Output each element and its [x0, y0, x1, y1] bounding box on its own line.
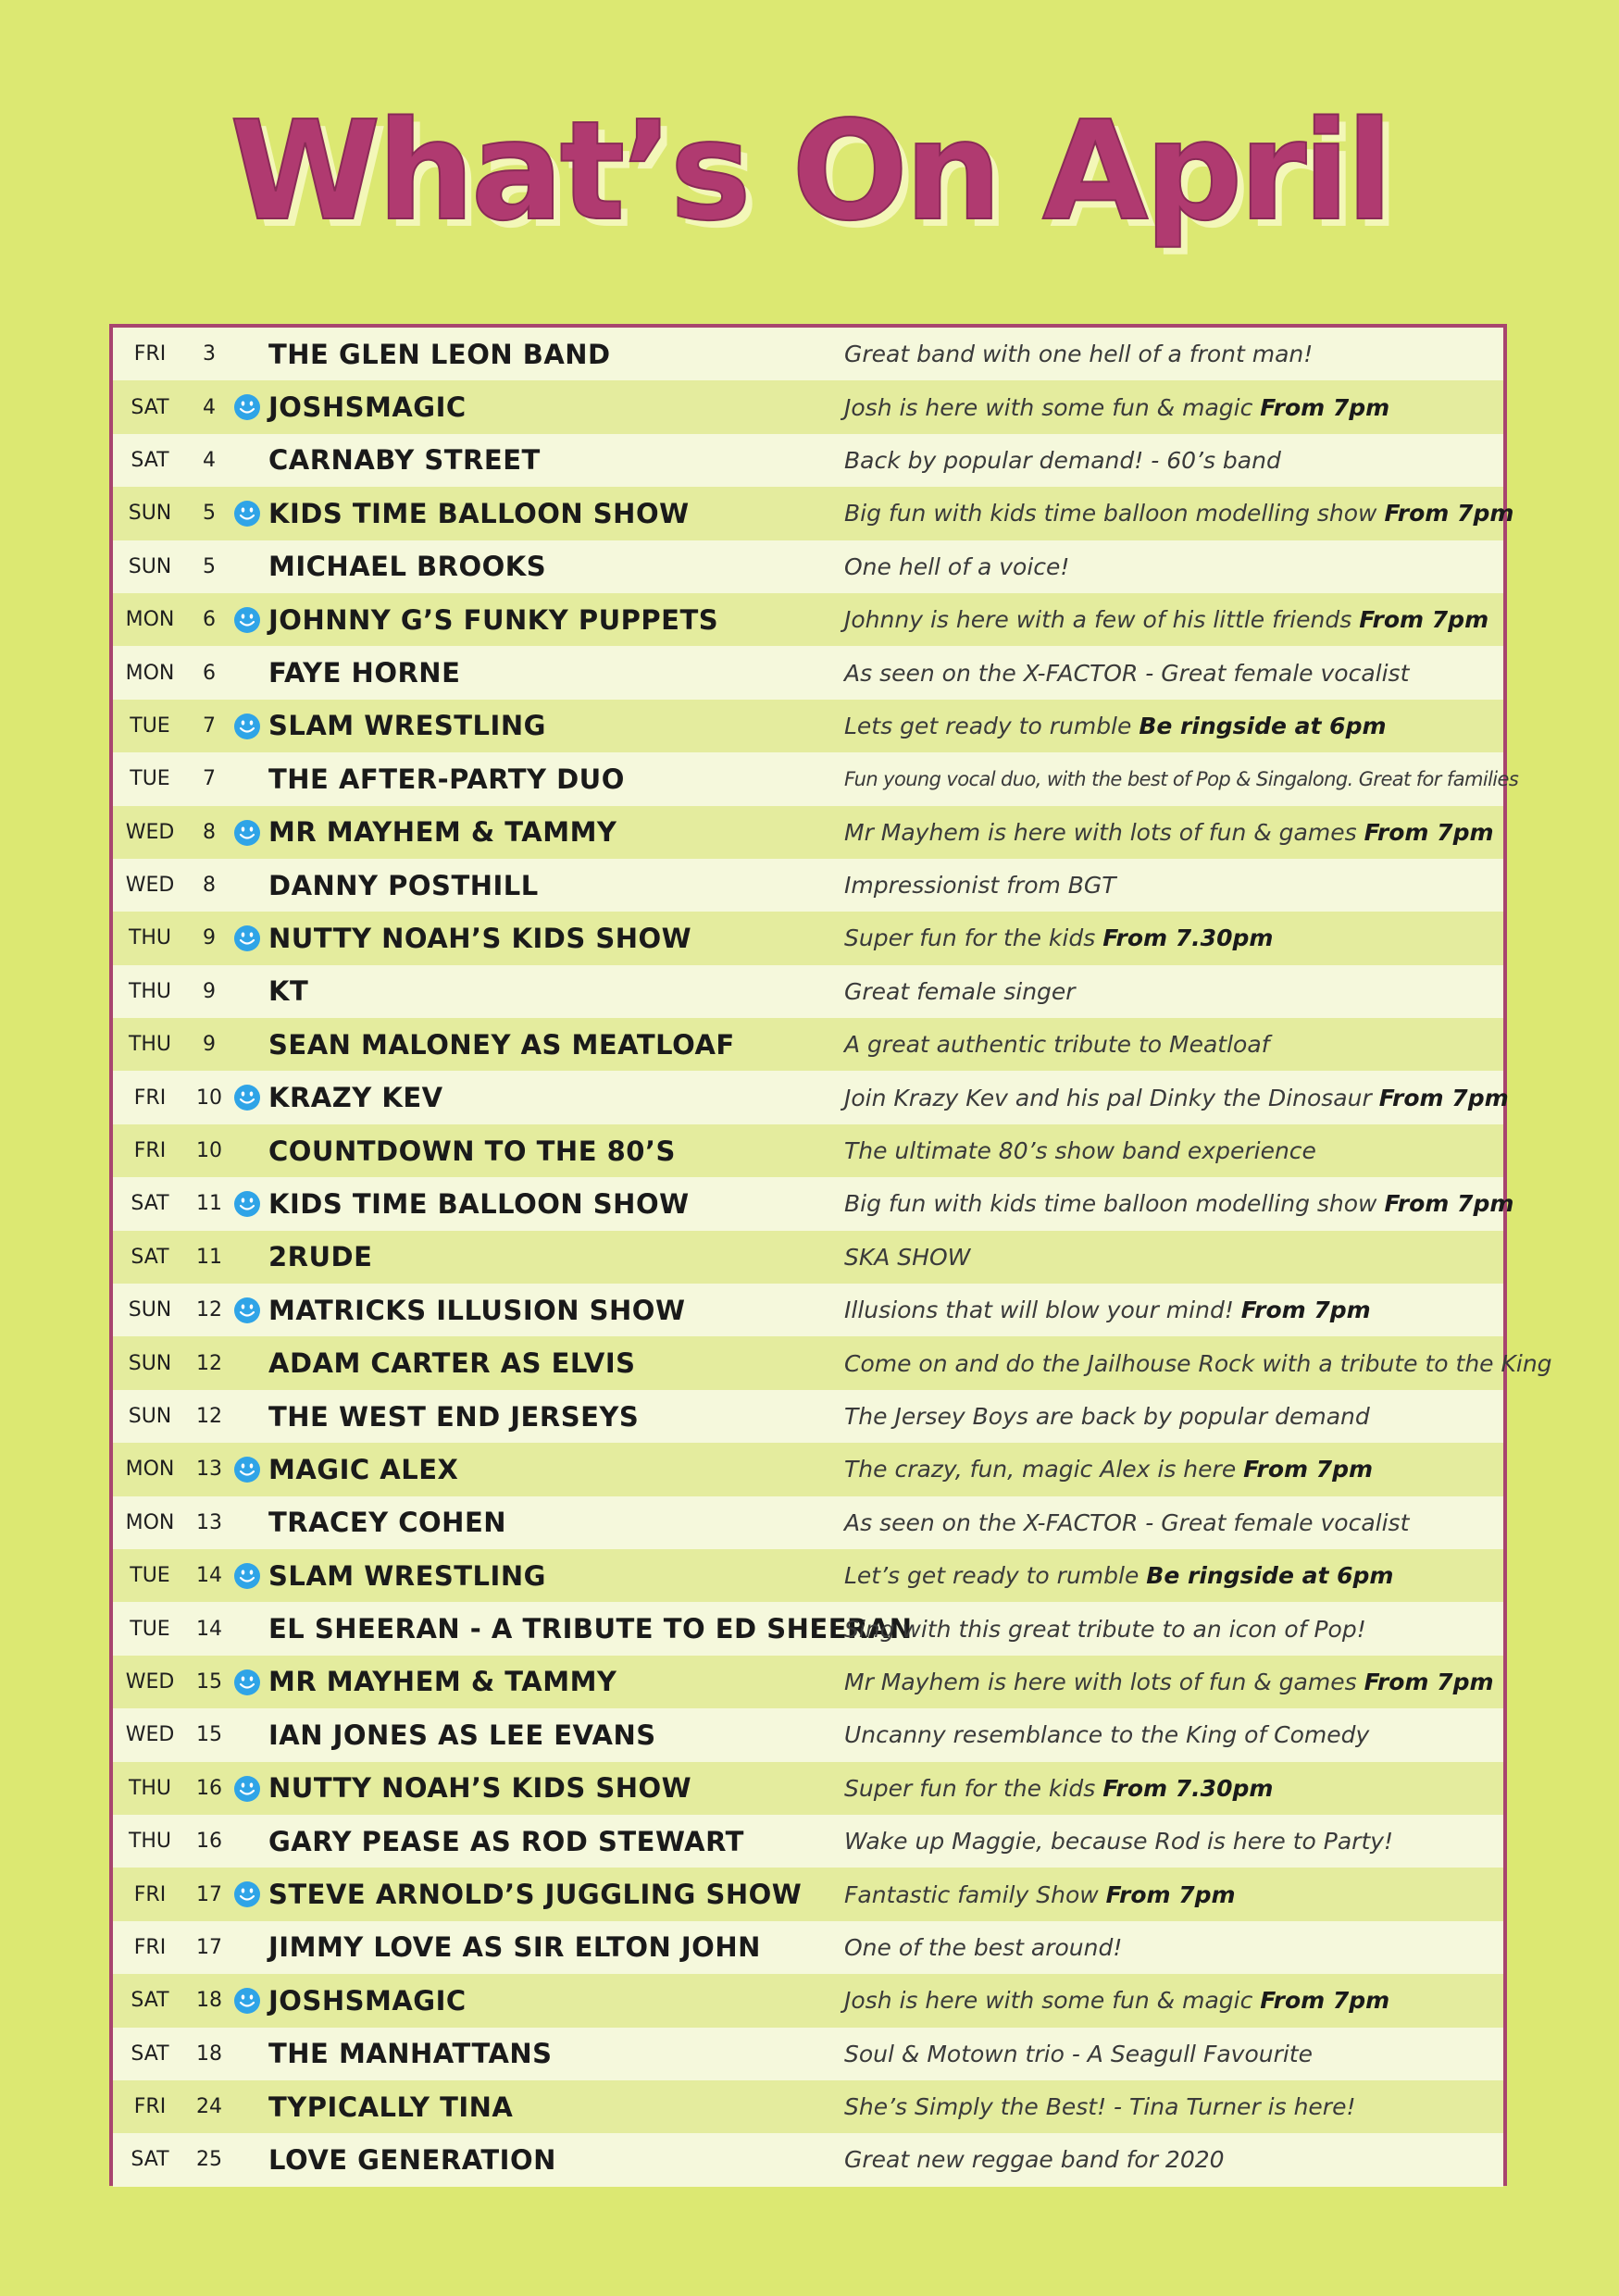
event-time: From 7pm	[1364, 818, 1494, 846]
event-day: MON	[125, 1458, 175, 1482]
event-date: 7	[203, 767, 216, 791]
event-date: 16	[196, 1776, 222, 1800]
event-day: MON	[125, 661, 175, 685]
event-description: SKA SHOW	[844, 1243, 971, 1271]
event-day: SAT	[131, 448, 169, 472]
event-description: The Jersey Boys are back by popular demand	[844, 1403, 1370, 1430]
smiley-face-icon	[233, 819, 261, 847]
event-description: Mr Mayhem is here with lots of fun & games From 7pm	[844, 818, 1494, 846]
event-day: FRI	[133, 2095, 167, 2119]
event-row	[113, 593, 1503, 646]
event-row	[113, 1868, 1503, 1920]
event-time: From 7pm	[1384, 1190, 1514, 1218]
event-act: STEVE ARNOLD’S JUGGLING SHOW	[268, 1879, 803, 1911]
event-row	[113, 487, 1514, 540]
event-date: 9	[203, 979, 216, 1003]
event-act: JOSHSMAGIC	[268, 1984, 467, 2017]
event-description: Johnny is here with a few of his little friends From 7pm	[844, 606, 1489, 634]
event-description: The ultimate 80’s show band experience	[844, 1137, 1316, 1165]
event-time: Be ringside at 6pm	[1139, 712, 1387, 739]
event-row	[113, 1336, 1552, 1389]
event-day: WED	[125, 1723, 175, 1747]
smiley-face-icon	[233, 1880, 261, 1908]
smiley-face-icon	[233, 925, 261, 952]
event-description: Super fun for the kids From 7.30pm	[844, 1774, 1274, 1802]
event-row	[113, 700, 1503, 752]
event-row	[113, 1284, 1503, 1336]
event-row	[113, 859, 1503, 912]
event-row	[113, 806, 1503, 859]
event-day: SAT	[131, 395, 169, 419]
smiley-face-icon	[233, 713, 261, 740]
event-description: Great new reggae band for 2020	[844, 2146, 1225, 2174]
event-date: 7	[203, 714, 216, 738]
events-schedule	[109, 324, 1552, 2186]
event-time: From 7pm	[1243, 1456, 1374, 1483]
event-act: MATRICKS ILLUSION SHOW	[268, 1294, 686, 1326]
event-act: KIDS TIME BALLOON SHOW	[268, 1187, 690, 1220]
event-row	[113, 1443, 1503, 1496]
event-act: KT	[268, 975, 309, 1008]
event-description: Soul & Motown trio - A Seagull Favourite	[844, 2040, 1313, 2067]
event-row	[113, 1974, 1503, 2027]
event-time: From 7pm	[1260, 1987, 1390, 2015]
event-date: 14	[196, 1564, 222, 1588]
event-date: 8	[203, 874, 216, 898]
event-day: TUE	[130, 1564, 170, 1588]
event-act: KIDS TIME BALLOON SHOW	[268, 497, 690, 529]
event-row	[113, 912, 1503, 964]
event-day: THU	[128, 926, 172, 950]
event-date: 14	[196, 1617, 222, 1641]
event-time: From 7pm	[1378, 1084, 1509, 1111]
event-description: Sing with this great tribute to an icon of Pop!	[844, 1615, 1366, 1643]
event-day: THU	[128, 1776, 172, 1800]
event-date: 4	[203, 395, 216, 419]
event-day: THU	[128, 979, 172, 1003]
event-row	[113, 1231, 1503, 1284]
event-row	[113, 1177, 1514, 1230]
event-date: 18	[196, 1989, 222, 2013]
event-row	[113, 1018, 1503, 1071]
event-time: From 7pm	[1260, 393, 1390, 421]
event-act: TRACEY COHEN	[268, 1507, 507, 1539]
event-act: NUTTY NOAH’S KIDS SHOW	[268, 922, 692, 954]
event-day: THU	[128, 1830, 172, 1854]
event-day: SAT	[131, 1989, 169, 2013]
event-day: FRI	[133, 1882, 167, 1906]
event-date: 17	[196, 1882, 222, 1906]
event-description: As seen on the X-FACTOR - Great female vocalist	[844, 659, 1410, 687]
event-date: 5	[203, 554, 216, 578]
event-act: MICHAEL BROOKS	[268, 551, 547, 583]
smiley-face-icon	[233, 1456, 261, 1483]
event-time: From 7pm	[1105, 1880, 1236, 1908]
event-act: FAYE HORNE	[268, 657, 461, 689]
event-act: EL SHEERAN - A TRIBUTE TO ED SHEERAN	[268, 1613, 913, 1645]
event-day: SUN	[128, 502, 172, 526]
event-day: FRI	[133, 342, 167, 366]
event-description: Fun young vocal duo, with the best of Pop & Singalong. Great for families	[844, 767, 1519, 790]
event-row	[113, 1921, 1503, 1974]
event-date: 25	[196, 2148, 222, 2172]
event-day: FRI	[133, 1935, 167, 1959]
event-row	[113, 434, 1503, 487]
event-act: THE AFTER-PARTY DUO	[268, 763, 625, 795]
event-day: TUE	[130, 714, 170, 738]
event-date: 15	[196, 1723, 222, 1747]
event-description: As seen on the X-FACTOR - Great female vocalist	[844, 1508, 1410, 1536]
event-act: SLAM WRESTLING	[268, 710, 546, 742]
event-day: MON	[125, 1510, 175, 1534]
event-time: From 7pm	[1240, 1297, 1371, 1324]
event-description: One of the best around!	[844, 1933, 1123, 1961]
event-act: 2RUDE	[268, 1241, 373, 1273]
event-description: Josh is here with some fun & magic From 7pm	[844, 393, 1390, 421]
event-description: A great authentic tribute to Meatloaf	[844, 1031, 1270, 1059]
event-day: SAT	[131, 2148, 169, 2172]
event-act: MR MAYHEM & TAMMY	[268, 816, 617, 849]
event-date: 11	[196, 1245, 222, 1269]
event-date: 6	[203, 661, 216, 685]
event-day: SAT	[131, 1245, 169, 1269]
event-day: FRI	[133, 1139, 167, 1163]
event-row	[113, 646, 1503, 699]
event-date: 12	[196, 1351, 222, 1375]
event-act: THE MANHATTANS	[268, 2038, 553, 2070]
event-date: 16	[196, 1830, 222, 1854]
event-time: From 7pm	[1384, 500, 1514, 527]
event-description: Mr Mayhem is here with lots of fun & games From 7pm	[844, 1668, 1494, 1695]
event-day: SAT	[131, 2042, 169, 2066]
event-day: TUE	[130, 767, 170, 791]
event-date: 10	[196, 1139, 222, 1163]
event-time: From 7pm	[1359, 606, 1489, 634]
event-row	[113, 1708, 1503, 1761]
event-description: The crazy, fun, magic Alex is here From 7pm	[844, 1456, 1374, 1483]
event-act: SLAM WRESTLING	[268, 1559, 546, 1592]
event-time: Be ringside at 6pm	[1146, 1562, 1394, 1590]
event-date: 8	[203, 820, 216, 844]
event-time: From 7.30pm	[1102, 925, 1274, 952]
event-time: From 7.30pm	[1102, 1774, 1274, 1802]
event-description: Super fun for the kids From 7.30pm	[844, 925, 1274, 952]
event-date: 17	[196, 1935, 222, 1959]
event-description: One hell of a voice!	[844, 552, 1070, 580]
event-description: She’s Simply the Best! - Tina Turner is here!	[844, 2093, 1356, 2121]
smiley-face-icon	[233, 1562, 261, 1590]
event-row	[113, 1071, 1509, 1123]
event-description: Great female singer	[844, 977, 1076, 1005]
event-day: SUN	[128, 1405, 172, 1428]
event-row	[113, 1762, 1503, 1815]
event-date: 10	[196, 1086, 222, 1110]
event-description: Josh is here with some fun & magic From 7pm	[844, 1987, 1390, 2015]
event-day: SAT	[131, 1192, 169, 1216]
smiley-face-icon	[233, 500, 261, 527]
event-description: Join Krazy Kev and his pal Dinky the Dinosaur From 7pm	[844, 1084, 1509, 1111]
smiley-face-icon	[233, 1190, 261, 1218]
smiley-face-icon	[233, 1669, 261, 1696]
event-row	[113, 2080, 1503, 2133]
event-date: 13	[196, 1510, 222, 1534]
event-date: 15	[196, 1669, 222, 1694]
event-row	[113, 965, 1503, 1018]
event-row	[113, 540, 1503, 593]
event-description: Fantastic family Show From 7pm	[844, 1880, 1236, 1908]
event-date: 24	[196, 2095, 222, 2119]
event-row	[113, 1815, 1503, 1868]
event-row	[113, 1390, 1503, 1443]
event-act: JOSHSMAGIC	[268, 391, 467, 424]
event-row	[113, 2028, 1503, 2080]
event-day: WED	[125, 1669, 175, 1694]
event-date: 3	[203, 342, 216, 366]
event-description: Big fun with kids time balloon modelling show From 7pm	[844, 500, 1514, 527]
event-act: IAN JONES AS LEE EVANS	[268, 1719, 656, 1751]
page-title: What’s On April	[230, 92, 1389, 251]
event-act: TYPICALLY TINA	[268, 2091, 514, 2123]
event-act: COUNTDOWN TO THE 80’S	[268, 1135, 676, 1167]
event-description: Great band with one hell of a front man!	[844, 341, 1314, 368]
event-act: JIMMY LOVE AS SIR ELTON JOHN	[268, 1931, 761, 1964]
event-date: 4	[203, 448, 216, 472]
event-act: NUTTY NOAH’S KIDS SHOW	[268, 1772, 692, 1805]
event-description: Uncanny resemblance to the King of Comedy	[844, 1721, 1370, 1749]
smiley-face-icon	[233, 1297, 261, 1324]
event-act: THE GLEN LEON BAND	[268, 338, 611, 370]
event-description: Impressionist from BGT	[844, 872, 1116, 900]
event-date: 6	[203, 608, 216, 632]
smiley-face-icon	[233, 393, 261, 421]
event-date: 5	[203, 502, 216, 526]
event-act: GARY PEASE AS ROD STEWART	[268, 1825, 744, 1857]
event-day: WED	[125, 820, 175, 844]
event-day: SUN	[128, 1298, 172, 1322]
event-date: 9	[203, 1033, 216, 1057]
event-row	[113, 380, 1503, 433]
event-date: 11	[196, 1192, 222, 1216]
event-act: CARNABY STREET	[268, 444, 541, 477]
event-date: 12	[196, 1298, 222, 1322]
smiley-face-icon	[233, 1084, 261, 1111]
event-row	[113, 1496, 1503, 1549]
event-act: SEAN MALONEY AS MEATLOAF	[268, 1028, 735, 1061]
smiley-face-icon	[233, 1775, 261, 1803]
event-act: DANNY POSTHILL	[268, 869, 539, 901]
event-description: Big fun with kids time balloon modelling show From 7pm	[844, 1190, 1514, 1218]
event-act: ADAM CARTER AS ELVIS	[268, 1347, 636, 1380]
event-date: 13	[196, 1458, 222, 1482]
event-act: KRAZY KEV	[268, 1082, 443, 1114]
event-row	[113, 1124, 1503, 1177]
event-row	[113, 328, 1503, 380]
event-act: MAGIC ALEX	[268, 1453, 459, 1485]
event-day: FRI	[133, 1086, 167, 1110]
event-description: Come on and do the Jailhouse Rock with a tribute to the King	[844, 1349, 1552, 1377]
event-description: Wake up Maggie, because Rod is here to Party!	[844, 1828, 1394, 1855]
event-description: Back by popular demand! - 60’s band	[844, 446, 1281, 474]
smiley-face-icon	[233, 1987, 261, 2015]
event-row	[113, 1656, 1503, 1708]
event-date: 9	[203, 926, 216, 950]
smiley-face-icon	[233, 606, 261, 634]
event-row	[113, 2133, 1503, 2186]
event-act: JOHNNY G’S FUNKY PUPPETS	[268, 603, 719, 636]
event-day: SUN	[128, 554, 172, 578]
event-day: THU	[128, 1033, 172, 1057]
event-day: TUE	[130, 1617, 170, 1641]
event-description: Lets get ready to rumble Be ringside at 6pm	[844, 712, 1387, 739]
event-date: 12	[196, 1405, 222, 1428]
event-description: Let’s get ready to rumble Be ringside at 6pm	[844, 1562, 1394, 1590]
event-time: From 7pm	[1364, 1668, 1494, 1695]
event-row	[113, 1602, 1503, 1655]
event-row	[113, 1549, 1503, 1602]
event-date: 18	[196, 2042, 222, 2066]
event-act: THE WEST END JERSEYS	[268, 1400, 640, 1433]
event-description: Illusions that will blow your mind! From 7pm	[844, 1297, 1371, 1324]
event-day: SUN	[128, 1351, 172, 1375]
event-act: MR MAYHEM & TAMMY	[268, 1666, 617, 1698]
event-day: MON	[125, 608, 175, 632]
event-row	[113, 752, 1519, 805]
event-act: LOVE GENERATION	[268, 2143, 556, 2176]
event-day: WED	[125, 874, 175, 898]
